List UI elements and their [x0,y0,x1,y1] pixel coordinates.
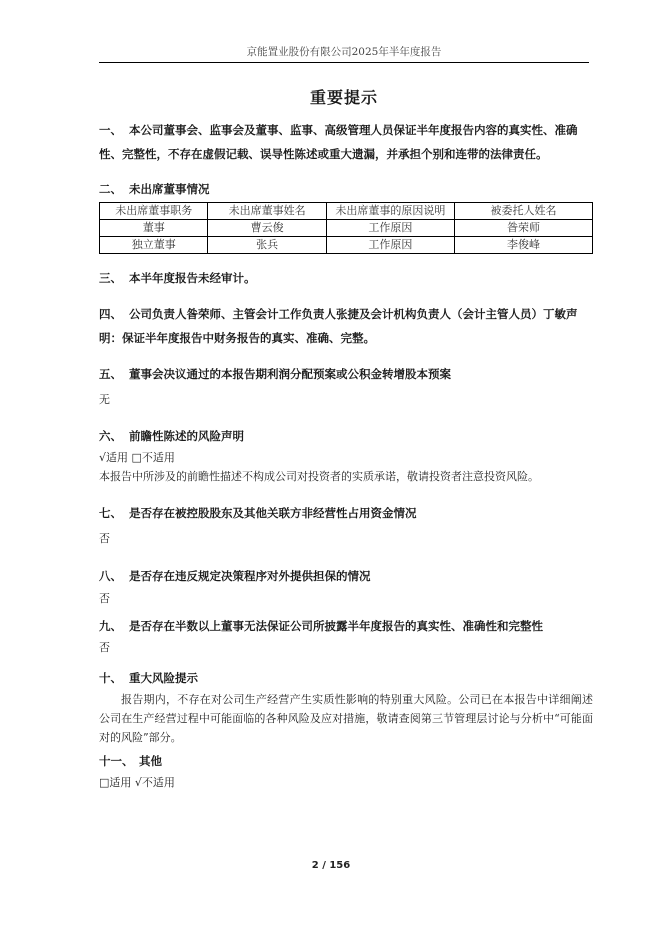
section-7-text: 是否存在被控股股东及其他关联方非经营性占用资金情况 [129,506,417,520]
header-rule [99,62,589,63]
section-1-text: 本公司董事会、监事会及董事、监事、高级管理人员保证半年度报告内容的真实性、准确性、完整性，不存在虚假记载、误导性陈述或重大遗漏，并承担个别和连带的法律责任。 [99,123,578,161]
section-8-text: 是否存在违反规定决策程序对外提供担保的情况 [129,569,371,583]
section-1-number: 一、 [99,123,122,137]
table-cell: 工作原因 [326,220,454,237]
section-11-text: 其他 [139,754,162,768]
section-8-number: 八、 [99,569,122,583]
section-10-text: 重大风险提示 [129,671,198,685]
table-header-cell: 未出席董事姓名 [208,203,326,220]
table-cell: 昝荣师 [454,220,592,237]
section-2 [99,177,595,201]
section-9-text: 是否存在半数以上董事无法保证公司所披露半年度报告的真实性、准确性和完整性 [129,619,543,633]
section-5-answer: 无 [99,393,110,406]
section-2-text: 未出席董事情况 [129,182,210,196]
section-6-text: 前瞻性陈述的风险声明 [129,429,244,443]
section-4 [99,302,595,350]
table-row [100,220,593,237]
section-10-paragraph: 报告期内，不存在对公司生产经营产生实质性影响的特别重大风险。公司已在本报告中详细阐述公司在生产经营过程中可能面临的各种风险及应对措施，敬请查阅第三节管理层讨论与分析中“可能面对的风险”部分。 [99,693,593,744]
section-8 [99,564,595,588]
page-title: 重要提示 [309,88,378,107]
section-4-number: 四、 [99,307,122,321]
section-11 [99,749,595,773]
section-3-number: 三、 [99,271,122,285]
table-cell: 董事 [100,220,208,237]
table-header-cell: 未出席董事职务 [100,203,208,220]
section-5-number: 五、 [99,367,122,381]
section-9-number: 九、 [99,619,122,633]
section-3-text: 本半年度报告未经审计。 [129,271,256,285]
table-header-row [100,203,593,220]
absent-directors-table [99,202,593,254]
section-5 [99,362,595,386]
table-header-cell: 被委托人姓名 [454,203,592,220]
section-6-note: 本报告中所涉及的前瞻性描述不构成公司对投资者的实质承诺，敬请投资者注意投资风险。 [99,470,539,483]
section-7-answer: 否 [99,532,110,545]
section-9-answer: 否 [99,641,110,654]
section-2-number: 二、 [99,182,122,196]
section-5-text: 董事会决议通过的本报告期利润分配预案或公积金转增股本预案 [129,367,451,381]
section-8-answer: 否 [99,592,110,605]
section-11-number: 十一、 [99,754,134,768]
section-9 [99,614,595,638]
table-header-cell: 未出席董事的原因说明 [326,203,454,220]
page-number: 2 / 156 [311,860,351,871]
table-cell: 工作原因 [326,237,454,254]
table-row [100,237,593,254]
section-10-number: 十、 [99,671,122,685]
section-7 [99,501,595,525]
section-10 [99,666,595,690]
table-cell: 张兵 [208,237,326,254]
running-header: 京能置业股份有限公司2025年半年度报告 [246,46,442,58]
section-6-options: √适用 □不适用 [99,451,175,464]
section-4-text: 公司负责人昝荣师、主管会计工作负责人张捷及会计机构负责人（会计主管人员）丁敏声明：保证半年度报告中财务报告的真实、准确、完整。 [99,307,578,345]
section-7-number: 七、 [99,506,122,520]
section-6 [99,424,595,448]
section-3 [99,266,595,290]
section-1 [99,118,595,166]
section-6-number: 六、 [99,429,122,443]
section-11-options: □适用 √不适用 [99,776,175,789]
table-cell: 李俊峰 [454,237,592,254]
table-cell: 曹云俊 [208,220,326,237]
table-cell: 独立董事 [100,237,208,254]
